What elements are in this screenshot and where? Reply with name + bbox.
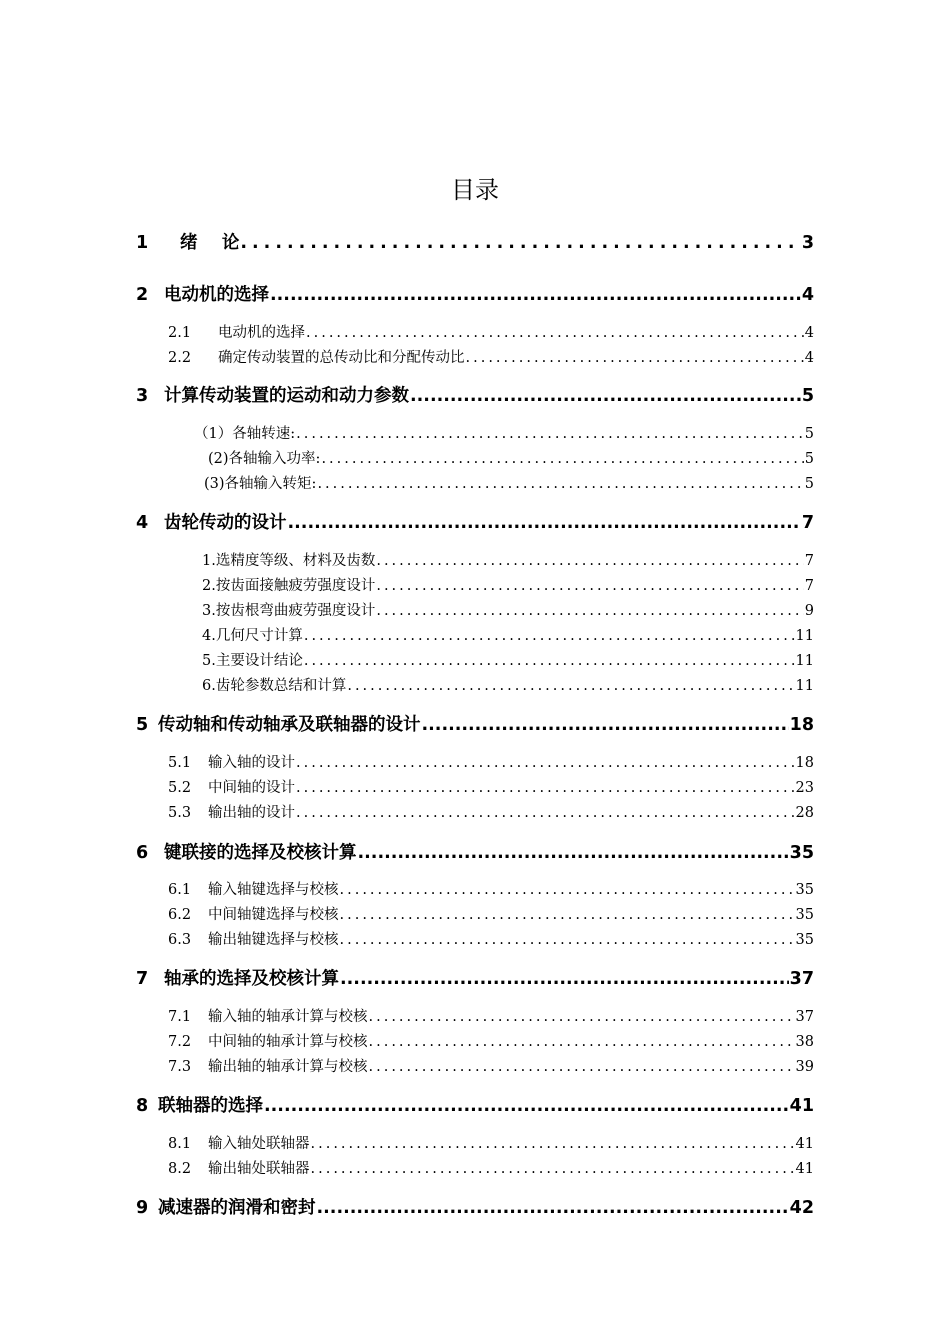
- toc-entry-number: 7.3: [168, 1059, 192, 1075]
- toc-entry-label: 电动机的选择: [164, 285, 269, 305]
- toc-entry-number: 7.1: [168, 1009, 192, 1025]
- toc-entry-page: 5: [804, 451, 814, 467]
- toc-entry-page: 11: [795, 628, 814, 644]
- toc-entry-page: 37: [789, 969, 814, 989]
- toc-entry-number: 6.3: [168, 932, 192, 948]
- toc-entry-page: 41: [789, 1096, 814, 1116]
- toc-entry-4-6[interactable]: [136, 674, 814, 696]
- toc-entry-number: 5: [136, 715, 149, 735]
- toc-entry-page: 41: [795, 1136, 814, 1152]
- toc-leader-dots: [376, 603, 803, 619]
- toc-entry-6-1[interactable]: [136, 878, 814, 900]
- toc-leader-dots: [340, 969, 789, 989]
- toc-entry-label: （1）各轴转速:: [194, 426, 296, 442]
- toc-leader-dots: [306, 325, 804, 341]
- toc-leader-dots: [304, 653, 795, 669]
- toc-entry-number: 3: [136, 386, 149, 406]
- toc-entry-label: 计算传动装置的运动和动力参数: [164, 386, 409, 406]
- toc-entry-page: 38: [795, 1034, 814, 1050]
- toc-entry-number: 6.1: [168, 882, 192, 898]
- toc-entry-label: 3.按齿根弯曲疲劳强度设计: [202, 603, 376, 619]
- toc-entry-number: 8.2: [168, 1161, 192, 1177]
- toc-entry-label: (3)各轴输入转矩:: [204, 476, 317, 492]
- toc-entry-page: 39: [795, 1059, 814, 1075]
- toc-entry-page: 11: [795, 678, 814, 694]
- toc-leader-dots: [466, 350, 804, 366]
- toc-leader-dots: [311, 1136, 795, 1152]
- toc-entry-label: 6.齿轮参数总结和计算: [202, 678, 347, 694]
- toc-entry-page: 7: [804, 553, 814, 569]
- toc-entry-2-2[interactable]: [136, 346, 814, 368]
- toc-leader-dots: [296, 780, 795, 796]
- toc-entry-label: 键联接的选择及校核计算: [164, 843, 357, 863]
- toc-leader-dots: [358, 843, 789, 863]
- toc-entry-label: 绪 论: [180, 233, 240, 253]
- toc-leader-dots: [296, 755, 795, 771]
- toc-leader-dots: [270, 285, 801, 305]
- toc-entry-3-b[interactable]: [136, 447, 814, 469]
- toc-entry-2[interactable]: [136, 281, 814, 307]
- toc-entry-4-1[interactable]: [136, 549, 814, 571]
- toc-leader-dots: [369, 1009, 795, 1025]
- toc-entry-page: 42: [789, 1198, 814, 1218]
- toc-leader-dots: [321, 451, 803, 467]
- toc-entry-3[interactable]: [136, 382, 814, 408]
- toc-entry-page: 41: [795, 1161, 814, 1177]
- toc-entry-number: 8.1: [168, 1136, 192, 1152]
- toc-entry-4-5[interactable]: [136, 649, 814, 671]
- toc-leader-dots: [304, 628, 795, 644]
- toc-entry-label: 输出轴的轴承计算与校核: [208, 1059, 368, 1075]
- toc-leader-dots: [317, 1198, 789, 1218]
- toc-entry-number: 1: [136, 233, 149, 253]
- toc-entry-label: 齿轮传动的设计: [164, 513, 287, 533]
- toc-entry-label: (2)各轴输入功率:: [208, 451, 321, 467]
- toc-leader-dots: [240, 233, 800, 253]
- toc-entry-page: 9: [804, 603, 814, 619]
- toc-entry-label: 输出轴处联轴器: [208, 1161, 310, 1177]
- toc-entry-page: 7: [804, 578, 814, 594]
- toc-entry-label: 减速器的润滑和密封: [158, 1198, 316, 1218]
- toc-entry-label: 输出轴键选择与校核: [208, 932, 339, 948]
- toc-entry-label: 传动轴和传动轴承及联轴器的设计: [158, 715, 421, 735]
- toc-entry-page: 5: [801, 386, 814, 406]
- toc-entry-label: 轴承的选择及校核计算: [164, 969, 339, 989]
- toc-entry-page: 11: [795, 653, 814, 669]
- toc-entry-page: 35: [789, 843, 814, 863]
- toc-entry-2-1[interactable]: [136, 321, 814, 343]
- toc-leader-dots: [288, 513, 801, 533]
- toc-entry-page: 23: [795, 780, 814, 796]
- toc-entry-number: 6.2: [168, 907, 192, 923]
- toc-entry-6-3[interactable]: [136, 928, 814, 950]
- toc-entry-page: 18: [795, 755, 814, 771]
- toc-entry-7[interactable]: [136, 965, 814, 991]
- toc-entry-label: 输入轴的设计: [208, 755, 295, 771]
- toc-entry-5[interactable]: [136, 711, 814, 737]
- toc-entry-page: 5: [804, 476, 814, 492]
- toc-entry-label: 中间轴的设计: [208, 780, 295, 796]
- toc-entry-number: 5.2: [168, 780, 192, 796]
- toc-entry-label: 中间轴的轴承计算与校核: [208, 1034, 368, 1050]
- toc-entry-number: 7: [136, 969, 149, 989]
- toc-entry-4-4[interactable]: [136, 624, 814, 646]
- toc-entry-label: 输入轴键选择与校核: [208, 882, 339, 898]
- toc-entry-1[interactable]: [136, 229, 814, 255]
- toc-entry-5-2[interactable]: [136, 776, 814, 798]
- toc-entry-label: 输入轴的轴承计算与校核: [208, 1009, 368, 1025]
- toc-entry-label: 5.主要设计结论: [202, 653, 303, 669]
- toc-entry-number: 5.3: [168, 805, 192, 821]
- toc-leader-dots: [376, 578, 803, 594]
- toc-entry-number: 2.1: [168, 325, 192, 341]
- toc-entry-label: 中间轴键选择与校核: [208, 907, 339, 923]
- toc-entry-6[interactable]: [136, 839, 814, 865]
- toc-title: 目录: [451, 176, 499, 204]
- toc-entry-number: 5.1: [168, 755, 192, 771]
- toc-entry-number: 9: [136, 1198, 149, 1218]
- toc-entry-number: 2: [136, 285, 149, 305]
- toc-entry-label: 输出轴的设计: [208, 805, 295, 821]
- toc-entry-page: 4: [801, 285, 814, 305]
- toc-leader-dots: [410, 386, 801, 406]
- toc-entry-4[interactable]: [136, 509, 814, 535]
- toc-entry-page: 3: [801, 233, 814, 253]
- toc-leader-dots: [347, 678, 794, 694]
- toc-leader-dots: [340, 932, 795, 948]
- toc-leader-dots: [317, 476, 803, 492]
- toc-entry-7-1[interactable]: [136, 1005, 814, 1027]
- toc-entry-number: 8: [136, 1096, 149, 1116]
- toc-entry-page: 28: [795, 805, 814, 821]
- toc-entry-6-2[interactable]: [136, 903, 814, 925]
- toc-leader-dots: [369, 1059, 795, 1075]
- toc-entry-8-1[interactable]: [136, 1132, 814, 1154]
- toc-entry-label: 输入轴处联轴器: [208, 1136, 310, 1152]
- toc-entry-3-c[interactable]: [136, 472, 814, 494]
- toc-entry-4-2[interactable]: [136, 574, 814, 596]
- toc-entry-number: 6: [136, 843, 149, 863]
- toc-entry-label: 电动机的选择: [218, 325, 305, 341]
- toc-entry-8[interactable]: [136, 1092, 814, 1118]
- toc-leader-dots: [340, 882, 795, 898]
- toc-entry-page: 35: [795, 907, 814, 923]
- toc-leader-dots: [311, 1161, 795, 1177]
- toc-entry-label: 确定传动装置的总传动比和分配传动比: [218, 350, 465, 366]
- toc-leader-dots: [264, 1096, 789, 1116]
- toc-entry-page: 7: [801, 513, 814, 533]
- toc-leader-dots: [296, 805, 795, 821]
- toc-entry-label: 1.选精度等级、材料及齿数: [202, 553, 376, 569]
- toc-entry-page: 37: [795, 1009, 814, 1025]
- toc-entry-label: 4.几何尺寸计算: [202, 628, 303, 644]
- toc-leader-dots: [422, 715, 789, 735]
- toc-leader-dots: [376, 553, 803, 569]
- toc-entry-number: 2.2: [168, 350, 192, 366]
- toc-entry-page: 35: [795, 882, 814, 898]
- toc-leader-dots: [340, 907, 795, 923]
- toc-entry-page: 18: [789, 715, 814, 735]
- toc-entry-number: 4: [136, 513, 149, 533]
- toc-leader-dots: [369, 1034, 795, 1050]
- toc-entry-label: 2.按齿面接触疲劳强度设计: [202, 578, 376, 594]
- toc-entry-number: 7.2: [168, 1034, 192, 1050]
- toc-entry-4-3[interactable]: [136, 599, 814, 621]
- toc-entry-label: 联轴器的选择: [158, 1096, 263, 1116]
- toc-entry-page: 5: [804, 426, 814, 442]
- toc-entry-3-a[interactable]: [136, 422, 814, 444]
- toc-entry-9[interactable]: [136, 1194, 814, 1220]
- toc-entry-page: 4: [804, 350, 814, 366]
- toc-entry-page: 4: [804, 325, 814, 341]
- toc-entry-7-3[interactable]: [136, 1055, 814, 1077]
- toc-entry-5-3[interactable]: [136, 801, 814, 823]
- toc-leader-dots: [296, 426, 804, 442]
- toc-entry-8-2[interactable]: [136, 1157, 814, 1179]
- toc-entry-page: 35: [795, 932, 814, 948]
- toc-entry-7-2[interactable]: [136, 1030, 814, 1052]
- toc-entry-5-1[interactable]: [136, 751, 814, 773]
